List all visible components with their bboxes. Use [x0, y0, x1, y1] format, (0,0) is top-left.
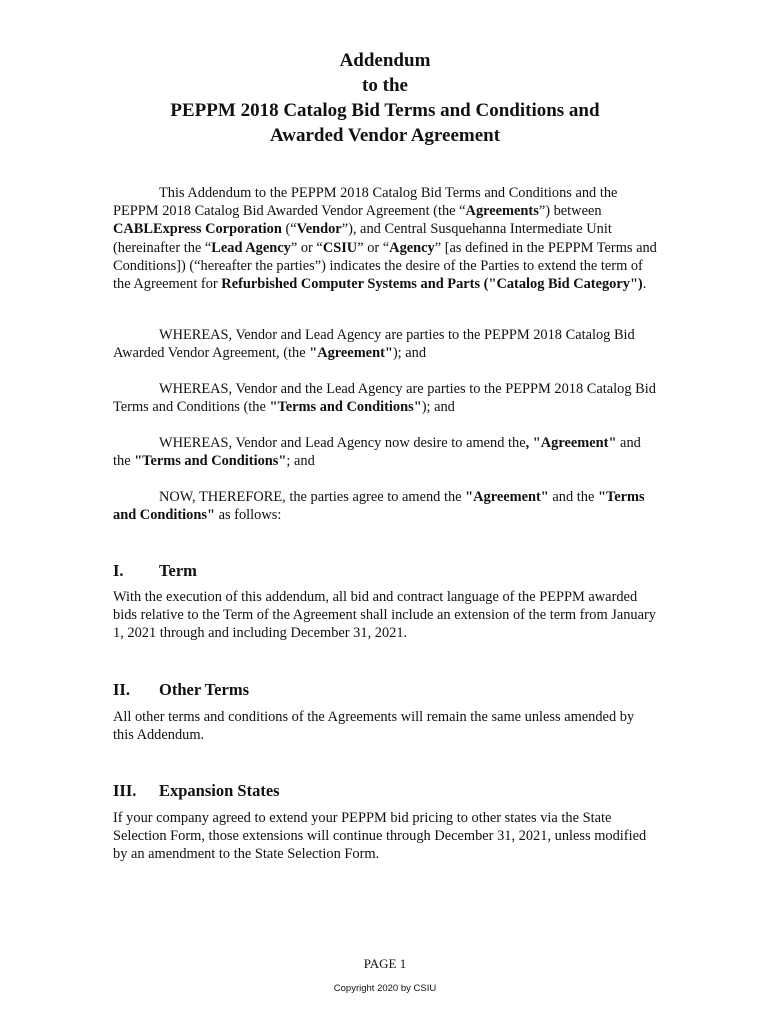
- title-line-1: Addendum: [339, 50, 431, 71]
- whereas-paragraph-3: WHEREAS, Vendor and Lead Agency now desire to amend the, "Agreement" and the "Terms and Conditions"; and: [113, 435, 641, 470]
- copyright-notice: Copyright 2020 by CSIU: [333, 983, 437, 994]
- document-title: [0, 48, 770, 148]
- section-heading-other-terms: II. Other Terms: [113, 680, 249, 699]
- section-text-term: With the execution of this addendum, all bid and contract language of the PEPPM awarded bids relative to the Term of the Agreement shall include an extension of the term from January 1, 2021 through and including December 31, 2021.: [113, 589, 657, 642]
- title-line-4: Awarded Vendor Agreement: [269, 125, 501, 146]
- section-text-other-terms: All other terms and conditions of the Agreements will remain the same unless amended by this Addendum.: [113, 709, 635, 744]
- page-number: PAGE 1: [363, 956, 407, 971]
- whereas-paragraph-2: WHEREAS, Vendor and the Lead Agency are parties to the PEPPM 2018 Catalog Bid Terms and Conditions (the "Terms and Conditions"); and: [113, 381, 656, 416]
- title-line-2: to the: [362, 75, 408, 96]
- now-therefore-paragraph: NOW, THEREFORE, the parties agree to amend the "Agreement" and the "Terms and Conditions" as follows:: [113, 489, 645, 524]
- section-heading-term: I. Term: [113, 561, 197, 580]
- whereas-paragraph-1: WHEREAS, Vendor and Lead Agency are parties to the PEPPM 2018 Catalog Bid Awarded Vendor Agreement, (the "Agreement"); and: [113, 327, 635, 362]
- section-heading-expansion-states: III. Expansion States: [113, 781, 280, 800]
- title-line-3: PEPPM 2018 Catalog Bid Terms and Conditions and: [170, 100, 600, 121]
- intro-paragraph: This Addendum to the PEPPM 2018 Catalog Bid Terms and Conditions and the PEPPM 2018 Catalog Bid Awarded Vendor Agreement (the “Agreements”) between CABLExpress Corporation (“Vendor”), and Central Susquehanna Intermediate Unit (hereinafter the “Lead Agency” or “CSIU” or “Agency” [as defined in the PEPPM Terms and Conditions]) (“hereafter the parties”) indicates the desire of the Parties to extend the term of the Agreement for Refurbished Computer Systems and Parts ("Catalog Bid Category").: [113, 185, 657, 293]
- section-text-expansion-states: If your company agreed to extend your PEPPM bid pricing to other states via the State Selection Form, those extensions will continue through December 31, 2021, unless modified by an amendment to the State Selection Form.: [113, 810, 647, 863]
